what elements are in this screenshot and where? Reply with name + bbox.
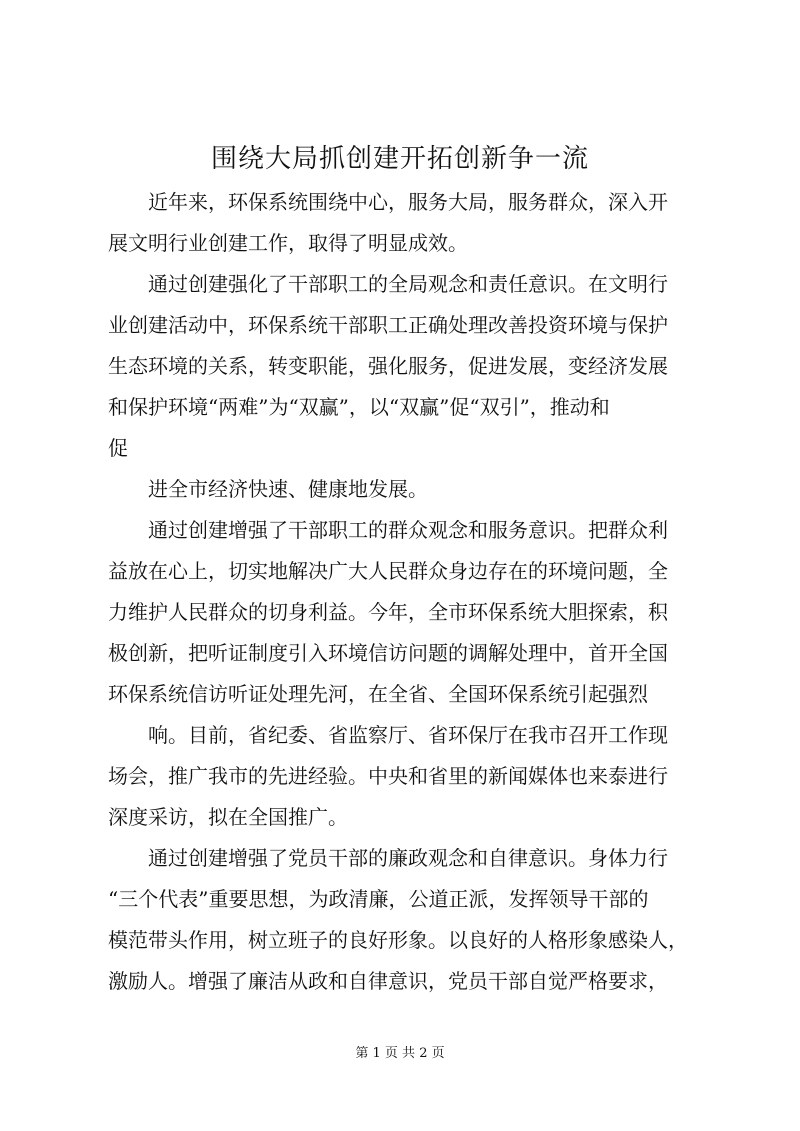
text-line: 场会，推广我市的先进经验。中央和省里的新闻媒体也来泰进行 xyxy=(108,764,668,788)
text-line: 通过创建增强了干部职工的群众观念和服务意识。把群众利 xyxy=(108,518,668,542)
text-line: 展文明行业创建工作，取得了明显成效。 xyxy=(108,231,468,255)
text-line: 通过创建强化了干部职工的全局观念和责任意识。在文明行 xyxy=(108,272,668,296)
text-line: 极创新，把听证制度引入环境信访问题的调解处理中，首开全国 xyxy=(108,641,668,665)
text-line: 响。目前，省纪委、省监察厅、省环保厅在我市召开工作现 xyxy=(108,723,668,747)
text-line: 促 xyxy=(108,436,128,460)
text-line: 模范带头作用，树立班子的良好形象。以良好的人格形象感染人， xyxy=(108,928,688,952)
text-line: 生态环境的关系，转变职能，强化服务，促进发展，变经济发展 xyxy=(108,354,668,378)
text-line: 环保系统信访听证处理先河，在全省、全国环保系统引起强烈 xyxy=(108,682,648,706)
page-number: 第 1 页 共 2 页 xyxy=(355,1046,445,1061)
text-line: 和保护环境“两难”为“双赢”，以“双赢”促“双引”，推动和 xyxy=(108,395,610,419)
text-line: “三个代表”重要思想，为政清廉，公道正派，发挥领导干部的 xyxy=(108,887,649,911)
text-line: 力维护人民群众的切身利益。今年，全市环保系统大胆探索，积 xyxy=(108,600,668,624)
document-title: 围绕大局抓创建开拓创新争一流 xyxy=(210,144,589,174)
text-line: 深度采访，拟在全国推广。 xyxy=(108,805,348,829)
text-line: 激励人。增强了廉洁从政和自律意识，党员干部自觉严格要求， xyxy=(108,969,668,993)
text-line: 近年来，环保系统围绕中心，服务大局，服务群众，深入开 xyxy=(108,190,668,214)
text-line: 业创建活动中，环保系统干部职工正确处理改善投资环境与保护 xyxy=(108,313,668,337)
text-line: 进全市经济快速、健康地发展。 xyxy=(108,477,428,501)
text-line: 益放在心上，切实地解决广大人民群众身边存在的环境问题，全 xyxy=(108,559,668,583)
text-line: 通过创建增强了党员干部的廉政观念和自律意识。身体力行 xyxy=(108,846,668,870)
